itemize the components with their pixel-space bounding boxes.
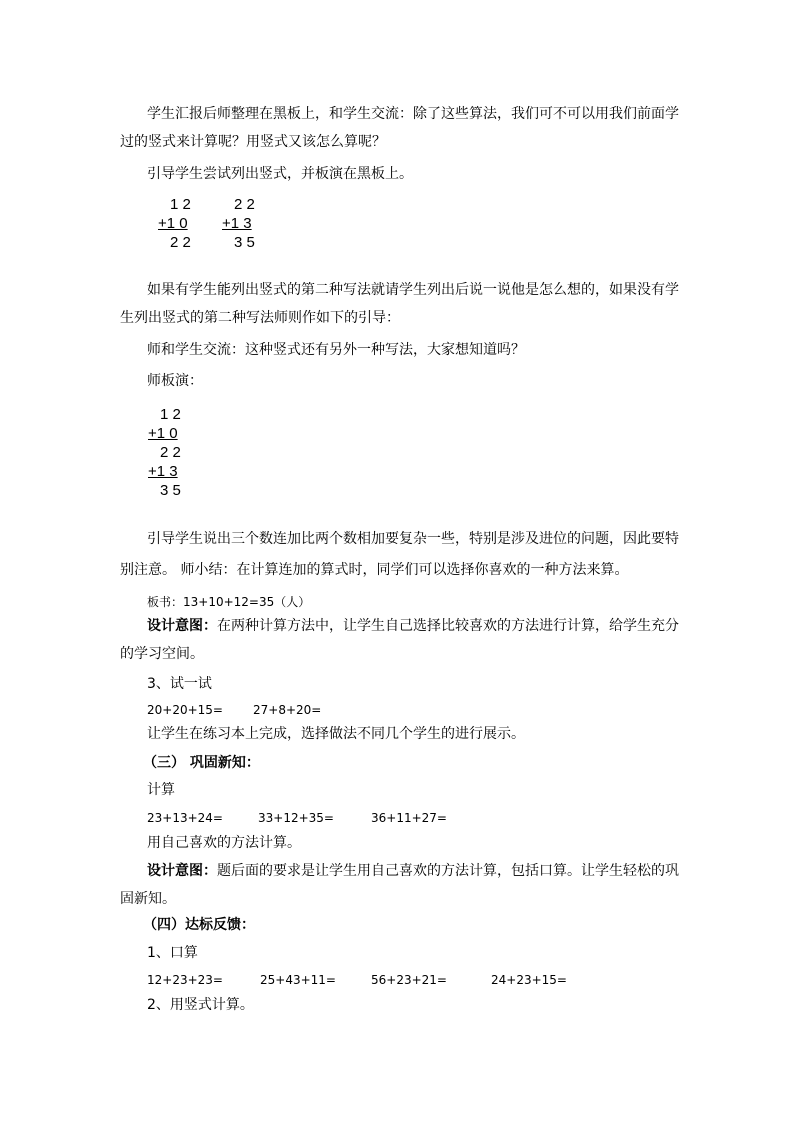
paragraph-line: 学生汇报后师整理在黑板上，和学生交流：除了这些算法，我们可不可以用我们前面学: [147, 106, 679, 122]
calc-row: 1 2: [170, 196, 191, 213]
exercise: 56+23+21=: [371, 973, 447, 987]
design-intent-text: 题后面的要求是让学生用自己喜欢的方法计算，包括口算。让学生轻松的巩: [217, 863, 679, 879]
paragraph-line: [147, 857, 679, 885]
paragraph-line: 师和学生交流：这种竖式还有另外一种写法，大家想知道吗？: [147, 342, 525, 358]
section-heading: 3、试一试: [147, 676, 212, 692]
vertical-calculation-b: [222, 196, 282, 256]
exercise: 25+43+11=: [260, 973, 336, 987]
paragraph-line: 引导学生说出三个数连加比两个数相加要复杂一些，特别是涉及进位的问题，因此要特: [147, 531, 679, 547]
design-intent-text: 在两种计算方法中，让学生自己选择比较喜欢的方法进行计算，给学生充分: [217, 618, 679, 634]
paragraph-line: 用自己喜欢的方法计算。: [147, 835, 301, 851]
paragraph-line: 让学生在练习本上完成，选择做法不同几个学生的进行展示。: [147, 726, 525, 742]
exercise: 20+20+15=: [147, 703, 223, 717]
paragraph-line: 生列出竖式的第二种写法师则作如下的引导：: [120, 310, 400, 326]
calc-row: +1 0: [158, 215, 188, 232]
vertical-calculation-c: [148, 406, 208, 506]
design-intent-label: 设计意图：: [147, 618, 217, 634]
calc-row: 2 2: [234, 196, 255, 213]
paragraph-line: 师板演：: [147, 373, 203, 389]
calc-row: +1 0: [148, 425, 178, 442]
paragraph-line: 别注意。 师小结：在计算连加的算式时，同学们可以选择你喜欢的一种方法来算。: [120, 562, 629, 578]
paragraph-line: 计算: [147, 782, 175, 798]
calc-row: 1 2: [160, 406, 181, 423]
exercise: 27+8+20=: [253, 703, 322, 717]
paragraph-line: 过的竖式来计算呢？用竖式又该怎么算呢？: [120, 134, 386, 150]
exercise: 36+11+27=: [371, 811, 447, 825]
section-heading: （四）达标反馈：: [143, 917, 255, 933]
calc-row: 2 2: [160, 444, 181, 461]
paragraph-line: 1、口算: [147, 945, 198, 961]
paragraph-line: 固新知。: [120, 891, 176, 907]
exercise: 24+23+15=: [491, 973, 567, 987]
board-note: 板书：13+10+12=35（人）: [147, 595, 311, 609]
calc-row: +1 3: [222, 215, 252, 232]
calc-row: 3 5: [160, 482, 181, 499]
design-intent-label: 设计意图：: [147, 863, 217, 879]
vertical-calculation-a: [150, 196, 210, 256]
calc-row: 3 5: [234, 234, 255, 251]
paragraph-line: 引导学生尝试列出竖式，并板演在黑板上。: [147, 166, 413, 182]
section-heading: （三） 巩固新知：: [143, 755, 260, 771]
paragraph-line: 2、用竖式计算。: [147, 997, 254, 1013]
exercise: 23+13+24=: [147, 811, 223, 825]
exercise: 12+23+23=: [147, 973, 223, 987]
calc-row: 2 2: [170, 234, 191, 251]
paragraph-line: 如果有学生能列出竖式的第二种写法就请学生列出后说一说他是怎么想的，如果没有学: [147, 282, 679, 298]
exercise: 33+12+35=: [258, 811, 334, 825]
paragraph-line: [147, 612, 679, 640]
paragraph-line: 的学习空间。: [120, 646, 204, 662]
calc-row: +1 3: [148, 463, 178, 480]
